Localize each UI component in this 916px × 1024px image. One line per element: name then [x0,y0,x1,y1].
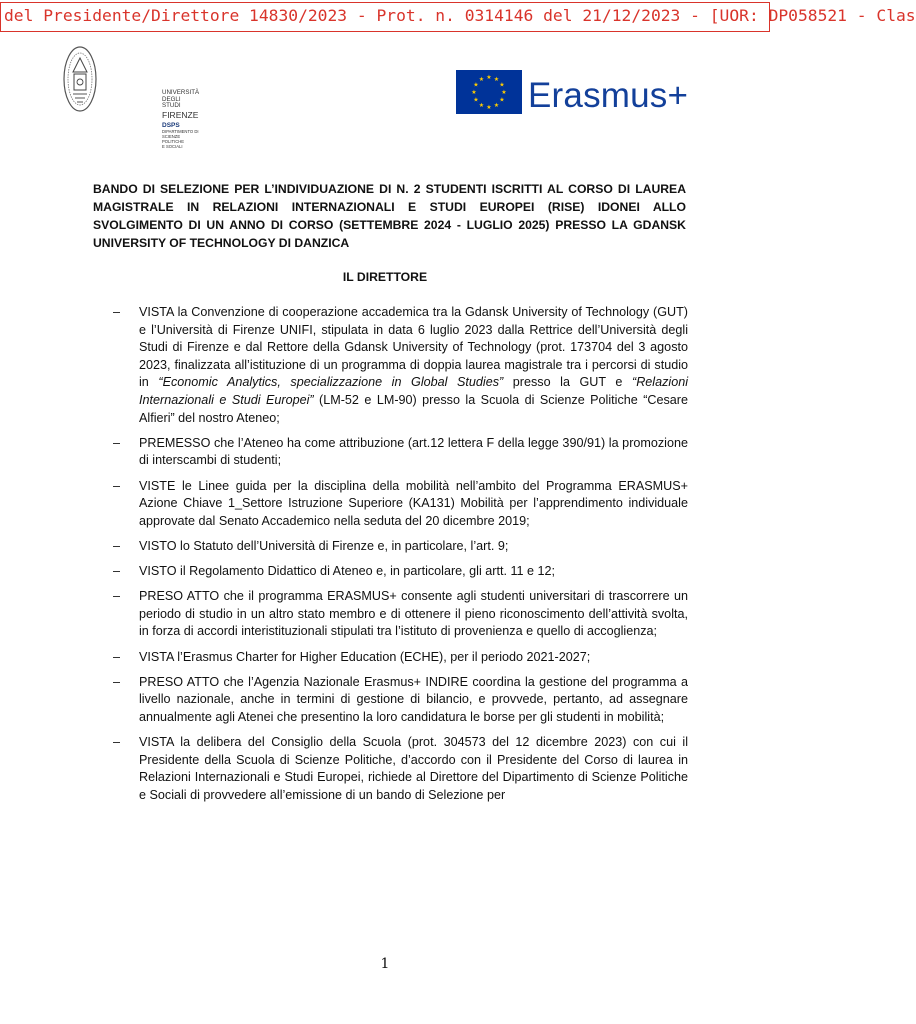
recital-item [93,588,688,641]
university-line: FIRENZE [162,109,199,120]
svg-text:★: ★ [499,81,505,89]
recital-item [93,674,688,727]
recital-text: (LM-52 e LM-90) presso la Scuola di Scienze Politiche “Cesare Alfieri” del nostro Ateneo; [139,392,688,425]
document-subtitle: IL DIRETTORE [342,270,428,284]
unifi-logo [62,44,200,150]
recital-text: VISTO il Regolamento Didattico di Ateneo e, in particolare, gli artt. 11 e 12; [139,564,556,579]
recital-text: PRESO ATTO che il programma ERASMUS+ consente agli studenti universitari di trascorrere un periodo di studio in un altro stato membro e di ottenere il pieno riconoscimento dell’attività svolta, in forza di accordi interistituzionali stipulati tra l’istituto di provenienza e quello di accoglienza; [139,589,688,639]
bullet-dash: – [113,589,121,604]
recital-text: PRESO ATTO che l’Agenzia Nazionale Erasmus+ INDIRE coordina la gestione del programma a livello nazionale, anche in termini di gestione di bilancio, e provvede, pertanto, ad assegnare annualmente agli Atenei che presentino la loro candidatura le borse per gli studenti in mobilità; [139,674,688,725]
erasmus-wordmark: Erasmus+ [528,76,689,115]
svg-text:★: ★ [478,76,485,83]
eu-flag-icon [456,70,522,114]
recital-text: VISTA la Convenzione di cooperazione accademica tra la Gdansk University of Technology (GUT) e l’Università di Firenze UNIFI, stipulata in data 6 luglio 2023 dalla Rettrice dell’Università degli Studi di Firenze e dal Rettore della Gdansk University of Technology (prot. 173704 del 3 agosto 2023, finalizzata all’istituzione di un programma di doppia laurea magistrale tra i percorsi di studio in [139,305,688,390]
recital-text: VISTE le Linee guida per la disciplina della mobilità nell’ambito del Programma ERASMUS+ Azione Chiave 1_Settore Istruzione Superiore (KA131) Mobilità per l’apprendimento individuale approvate dal Senato Accademico nella seduta del 20 dicembre 2019; [139,478,688,528]
recital-item [93,478,688,531]
svg-text:★: ★ [499,96,505,104]
recital-text: VISTA la delibera del Consiglio della Scuola (prot. 304573 del 12 dicembre 2023) con cui il Presidente della Scuola di Scienze Politiche, d’accordo con il Presidente del Corso di laurea in Relazioni Internazionali e Studi Europei, richiede al Direttore del Dipartimento di Scienze Politiche e Sociali di provvedere all’emissione di un bando di Selezione per [139,735,688,802]
recital-text: VISTA l’Erasmus Charter for Higher Education (ECHE), per il periodo 2021-2027; [139,649,591,664]
svg-text:★: ★ [478,102,485,109]
department-abbr: DSPS [162,121,180,129]
bullet-dash: – [113,538,121,553]
svg-text:★: ★ [473,81,479,89]
recitals-list [93,304,688,812]
recital-item [93,734,688,804]
department-line: SCIENZE POLITICHE [162,134,185,145]
recital-item [93,304,688,427]
svg-text:★: ★ [501,89,507,96]
bullet-dash: – [113,735,121,750]
bullet-dash: – [113,305,121,319]
protocol-stamp [0,2,916,32]
bullet-dash: – [113,674,121,689]
recital-item [93,649,688,667]
recital-text: VISTO lo Statuto dell’Università di Firenze e, in particolare, l’art. 9; [139,538,509,553]
svg-text:★: ★ [493,102,500,109]
bullet-dash: – [113,564,121,579]
svg-text:★: ★ [473,96,479,104]
bullet-dash: – [113,478,121,493]
page-number: 1 [380,956,390,972]
recital-text: PREMESSO che l’Ateneo ha come attribuzione (art.12 lettera F della legge 390/91) la promozione di interscambi di studenti; [139,435,688,468]
recital-item [93,435,688,470]
svg-text:★: ★ [486,104,492,111]
bullet-dash: – [113,649,121,664]
recital-item [93,538,688,556]
protocol-stamp-text: del Presidente/Direttore 14830/2023 - Prot. n. 0314146 del 21/12/2023 - [UOR: DP058521 - Clas [4,6,916,25]
university-line: DEGLI STUDI [162,95,181,110]
department-line: DIPARTIMENTO DI [162,129,199,135]
university-line: UNIVERSITÀ [162,89,200,96]
unifi-seal-icon [62,44,98,114]
recital-item [93,563,688,581]
department-line: E SOCIALI [162,144,183,150]
recital-italic-text: “Economic Analytics, specializzazione in Global Studies” [158,375,504,390]
recital-text: presso la GUT e [503,375,632,390]
svg-text:★: ★ [486,74,492,81]
unifi-wordmark [162,90,199,149]
bullet-dash: – [113,435,121,450]
recital-italic-text: “Relazioni Internazionali e Studi Europei” [139,375,688,407]
svg-text:★: ★ [471,89,477,96]
svg-text:★: ★ [493,76,500,83]
document-title: BANDO DI SELEZIONE PER L’INDIVIDUAZIONE DI N. 2 STUDENTI ISCRITTI AL CORSO DI LAUREA MAGISTRALE IN RELAZIONI INTERNAZIONALI E STUDI EUROPEI (RISE) IDONEI ALLO SVOLGIMENTO DI UN ANNO DI CORSO (SETTEMBRE 2024 - LUGLIO 2025) PRESSO LA GDANSK UNIVERSITY OF TECHNOLOGY DI DANZICA [93,182,686,250]
